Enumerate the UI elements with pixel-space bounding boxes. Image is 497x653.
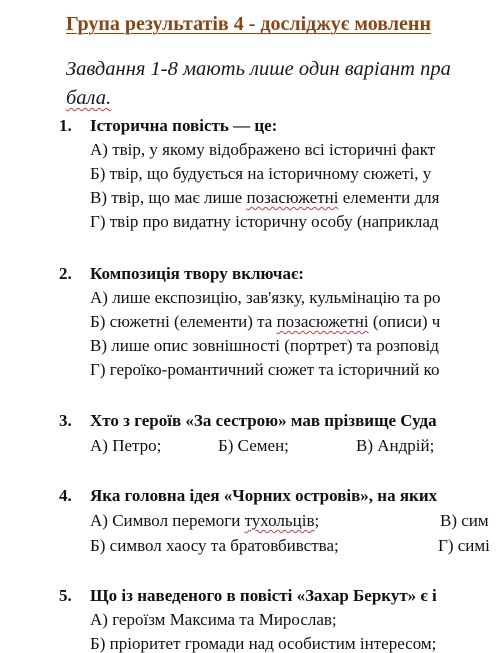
- answer-option: А) лише експозицію, зав'язку, кульмінацію та ро: [90, 288, 441, 307]
- question-number: 3.: [59, 411, 72, 430]
- question-number: 5.: [59, 586, 72, 605]
- answer-option: В) лише опис зовнішності (портрет) та розповід: [90, 336, 439, 355]
- answer-option: Б) символ хаосу та братовбивства;: [90, 536, 339, 555]
- answer-option: Г) твір про видатну історичну особу (наприклад: [90, 212, 439, 231]
- question-text: Історична повість — це:: [90, 116, 278, 135]
- answer-option: Б) пріоритет громади над особистим інтересом;: [90, 634, 437, 653]
- answer-option: Б) сюжетні (елементи) та позасюжетні (описи) ч: [90, 312, 441, 331]
- question-number: 4.: [59, 486, 72, 505]
- instructions-line-2: [66, 87, 111, 110]
- spellcheck-underlined-word: позасюжетні: [246, 188, 339, 207]
- answer-option: А) Петро;: [90, 436, 162, 455]
- question-text: Яка головна ідея «Чорних островів», на яких: [90, 486, 438, 505]
- answer-option: Г) симі: [438, 536, 490, 555]
- question-text: Хто з героїв «За сестрою» мав прізвище Суда: [90, 411, 437, 430]
- instructions-line-1: Завдання 1-8 мають лише один варіант пра: [66, 58, 451, 80]
- question-text: Композиція твору включає:: [90, 264, 304, 283]
- answer-option: В) сим: [440, 511, 489, 530]
- answer-option: В) Андрій;: [356, 436, 435, 455]
- spellcheck-underlined-word: бала.: [66, 87, 112, 109]
- answer-option: Б) твір, що будується на історичному сюжеті, у: [90, 164, 432, 183]
- answer-option: А) твір, у якому відображено всі історичні факт: [90, 140, 436, 159]
- question-text: Що із наведеного в повісті «Захар Беркут» є і: [90, 586, 437, 605]
- answer-option: А) героїзм Максима та Мирослав;: [90, 610, 337, 629]
- section-heading: Група результатів 4 - досліджує мовленн: [66, 13, 431, 35]
- answer-option: В) твір, що має лише позасюжетні елементи для: [90, 188, 440, 207]
- answer-option: Б) Семен;: [218, 436, 289, 455]
- answer-option: Г) героїко-романтичний сюжет та історичний ко: [90, 360, 440, 379]
- spellcheck-underlined-word: тухольців: [244, 511, 315, 530]
- answer-option: А) Символ перемоги тухольців;: [90, 511, 320, 530]
- question-number: 2.: [59, 264, 72, 283]
- question-number: 1.: [59, 116, 72, 135]
- spellcheck-underlined-word: позасюжетні: [276, 312, 369, 331]
